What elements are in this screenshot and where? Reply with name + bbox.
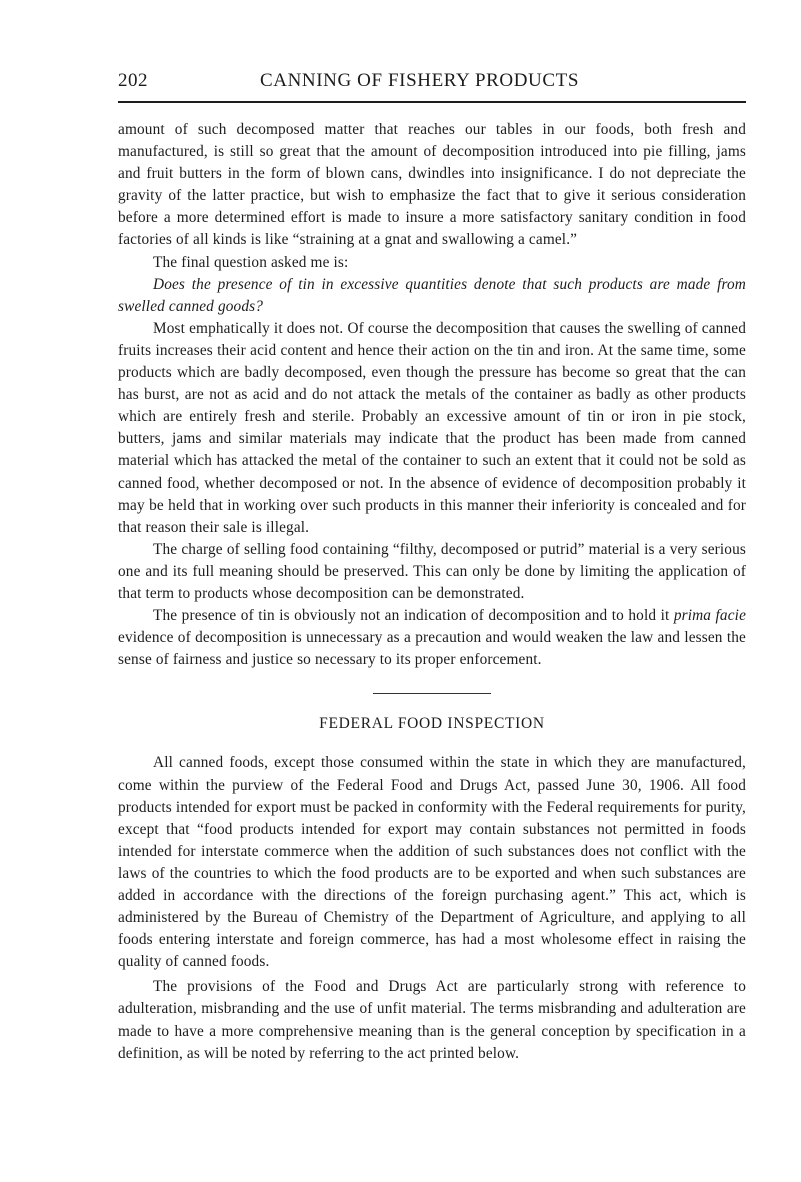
tin-presence-text-end: evidence of decomposition is unnecessary as a precaution and would weaken the law and lessen the sense of fairness and justice so necessary to its proper enforcement. (118, 629, 746, 669)
page-number: 202 (118, 70, 148, 91)
paragraph-filthy-charge: The charge of selling food containing “filthy, decomposed or putrid” material is a very serious one and its full meaning should be preserved. This can only be done by limiting the application of that term to products whose decomposition can be demonstrated. (118, 540, 746, 602)
page-body (118, 119, 746, 1065)
tin-presence-text-start: The presence of tin is obviously not an indication of decomposition and to hold it (153, 607, 674, 625)
paragraph-final-question-intro: The final question asked me is: (153, 253, 349, 271)
section-divider (373, 693, 491, 694)
paragraph-federal-act: All canned foods, except those consumed within the state in which they are manufactured, come within the purview of the Federal Food and Drugs Act, passed June 30, 1906. All food products intended for export must be packed in conformity with the Federal requirements for purity, except that “food products intended for export may contain substances not permitted in foods intended for interstate commerce when the addition of such substances does not conflict with the laws of the countries to which the food products are to be exported and when such substances are added in accordance with the directions of the foreign purchasing agent.” This act, which is administered by the Bureau of Chemistry of the Department of Agriculture, and applying to all foods entering interstate and foreign commerce, has had a most wholesome effect in raising the quality of canned foods. (118, 754, 746, 971)
paragraph-answer: Most emphatically it does not. Of course the decomposition that causes the swelling of canned fruits increases their acid content and hence their action on the tin and iron. At the same time, some products which are badly decomposed, even though the pressure has become so great that the can has burst, are not as acid and do not attack the metals of the container as badly as other products which are entirely fresh and sterile. Probably an excessive amount of tin or iron in pie stock, butters, jams and similar materials may indicate that the product has been made from canned material which has attacked the metal of the container to such an extent that it could not be sold as canned food, whether decomposed or not. In the absence of evidence of decomposition probably it may be held that in working over such products in this manner their inferiority is concealed and for that reason their sale is illegal. (118, 319, 746, 536)
paragraph-tin-presence (118, 605, 746, 671)
page-header (118, 70, 746, 104)
paragraph-continuation: amount of such decomposed matter that reaches our tables in our foods, both fresh and manufactured, is still so great that the amount of decomposition introduced into pie filling, jams and fruit butters in the form of blown cans, dwindles into insignificance. I do not depreciate the gravity of the latter practice, but wish to emphasize the fact that to give it serious consideration before a more determined effort is made to insure a more satisfactory sanitary condition in food factories of all kinds is like “straining at a gnat and swallowing a camel.” (118, 121, 746, 249)
running-head: CANNING OF FISHERY PRODUCTS (260, 70, 580, 91)
header-rule (118, 101, 746, 103)
paragraph-question: Does the presence of tin in excessive quantities denote that such products are made from swelled canned goods? (118, 275, 746, 315)
section-heading: FEDERAL FOOD INSPECTION (319, 715, 545, 733)
prima-facie-italic: prima facie (673, 607, 747, 625)
paragraph-provisions: The provisions of the Food and Drugs Act are particularly strong with reference to adulteration, misbranding and the use of unfit material. The terms misbranding and adulteration are made to have a more comprehensive meaning than is the general conception by specification in a definition, as will be noted by referring to the act printed below. (118, 978, 746, 1062)
